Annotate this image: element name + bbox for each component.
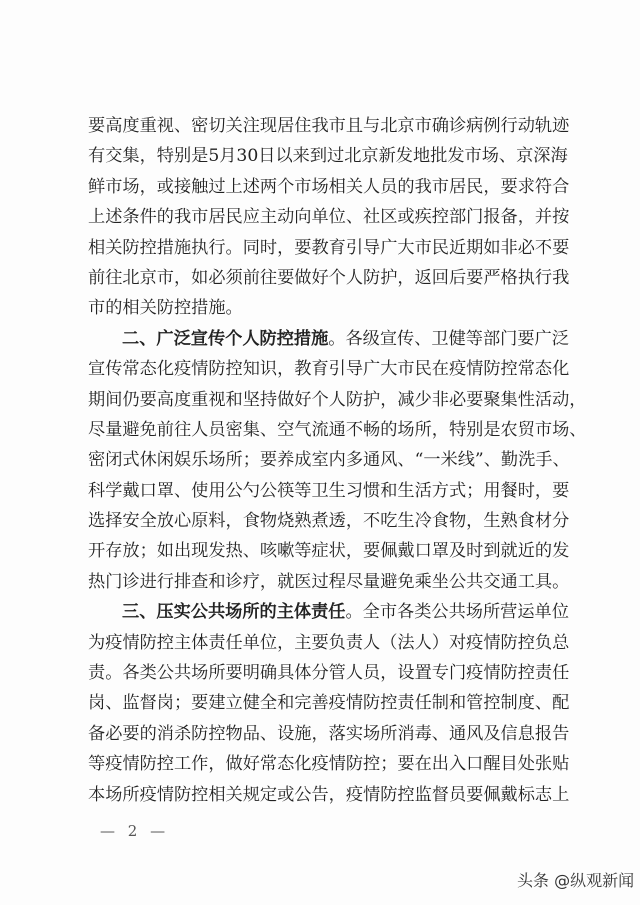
- document-body: [88, 111, 587, 810]
- text-span: 。各级宣传、卫健等部门要广泛: [328, 328, 569, 349]
- section-heading: 三、压实公共场所的主体责任: [122, 602, 346, 623]
- text-line: 上述条件的我市居民应主动向单位、社区或疾控部门报备，并按: [88, 207, 570, 228]
- text-line: 前往北京市，如必须前往要做好个人防护，返回后要严格执行我: [88, 267, 570, 288]
- text-line: 选择安全放心原料，食物烧熟煮透，不吃生冷食物，生熟食材分: [88, 511, 570, 532]
- text-line: 开存放；如出现发热、咳嗽等症状，要佩戴口罩及时到就近的发: [88, 541, 570, 562]
- text-line: 热门诊进行排查和诊疗，就医过程尽量避免乘坐公共交通工具。: [88, 571, 570, 592]
- watermark: 头条 @纵观新闻: [517, 871, 635, 890]
- text-line: 科学戴口罩、使用公勺公筷等卫生习惯和生活方式；用餐时，要: [88, 480, 570, 501]
- page-number: — 2 —: [100, 822, 170, 840]
- text-line: 等疫情防控工作，做好常态化疫情防控；要在出入口醒目处张贴: [88, 754, 570, 775]
- text-line: 备必要的消杀防控物品、设施，落实场所消毒、通风及信息报告: [88, 723, 570, 744]
- text-line: 市的相关防控措施。: [88, 298, 243, 319]
- text-line: 密闭式休闲娱乐场所；要养成室内多通风、“一米线”、勤洗手、: [88, 450, 570, 471]
- text-span: 。全市各类公共场所营运单位: [345, 602, 569, 623]
- text-line: 宣传常态化疫情防控知识，教育引导广大市民在疫情防控常态化: [88, 359, 570, 380]
- text-line: 要高度重视、密切关注现居住我市且与北京市确诊病例行动轨迹: [88, 116, 570, 136]
- text-line: 期间仍要高度重视和坚持做好个人防护，减少非必要聚集性活动，: [88, 389, 587, 410]
- text-line: 本场所疫情防控相关规定或公告，疫情防控监督员要佩戴标志上: [88, 784, 570, 805]
- text-line: 相关防控措施执行。同时，要教育引导广大市民近期如非必不要: [88, 237, 570, 258]
- section-heading-line: [88, 597, 569, 627]
- text-line: 尽量避免前往人员密集、空气流通不畅的场所，特别是农贸市场、: [88, 419, 587, 440]
- text-line: 鲜市场，或接触过上述两个市场相关人员的我市居民，要求符合: [88, 176, 570, 197]
- text-line: 岗、监督岗；要建立健全和完善疫情防控责任制和管控制度、配: [88, 693, 570, 714]
- section-heading-line: [88, 324, 569, 354]
- text-line: 责。各类公共场所要明确具体分管人员，设置专门疫情防控责任: [88, 663, 570, 684]
- section-heading: 二、广泛宣传个人防控措施: [122, 328, 329, 349]
- text-line: 有交集，特别是5月30日以来到过北京新发地批发市场、京深海: [88, 146, 568, 167]
- text-line: 为疫情防控主体责任单位，主要负责人（法人）对疫情防控负总: [88, 632, 570, 653]
